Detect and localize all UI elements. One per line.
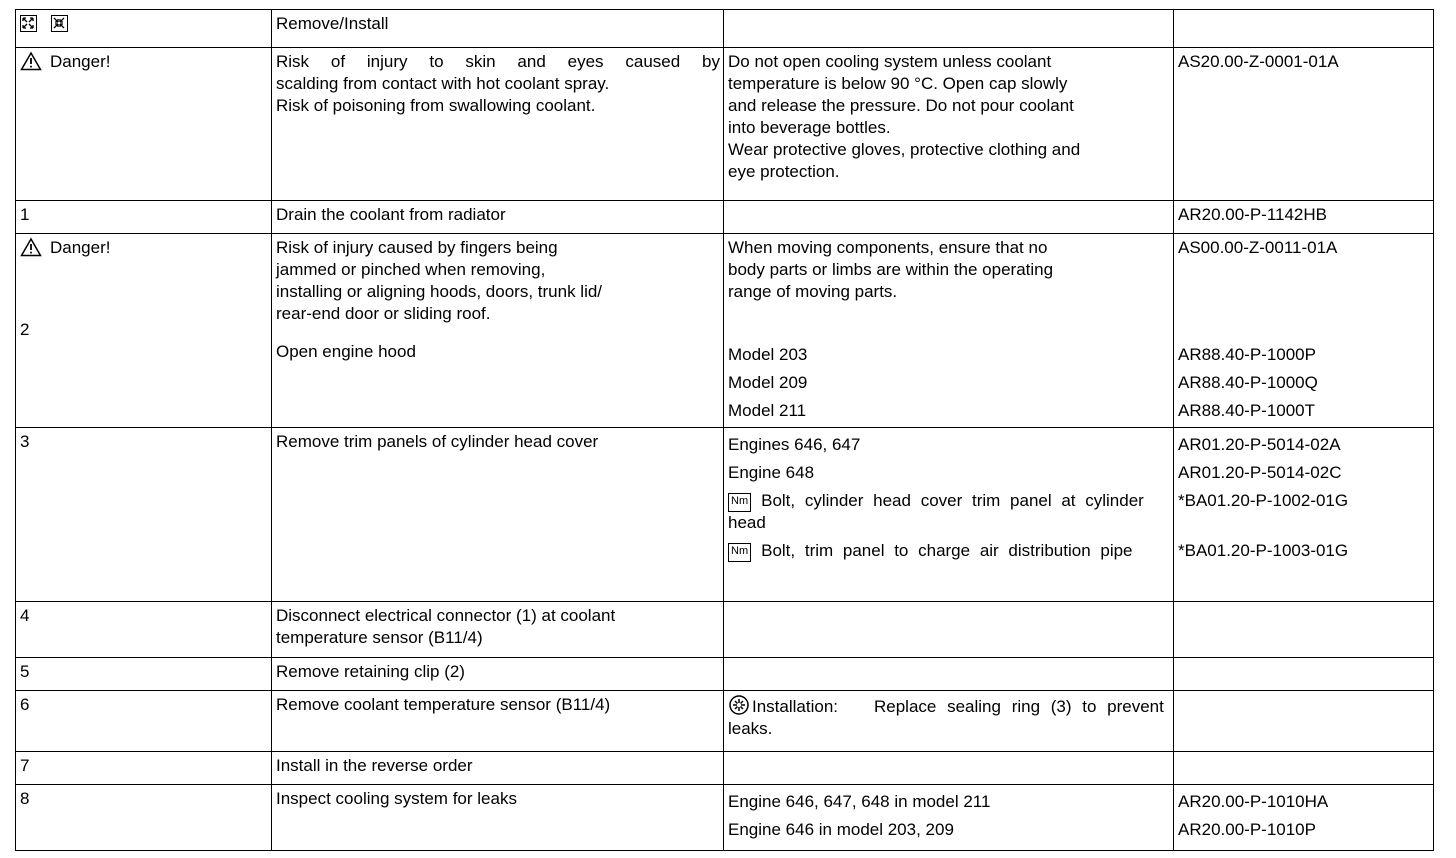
torque-nm-icon: Nm (728, 543, 751, 562)
header-empty-cell (1174, 10, 1434, 48)
table-row (16, 785, 1434, 851)
danger-label: Danger! (50, 52, 111, 71)
refs-cell (1174, 752, 1434, 785)
torque-reference-link[interactable]: *BA01.20-P-1002-01G (1178, 491, 1349, 510)
torque-text: Bolt, trim panel to charge air distribution pipe (761, 541, 1133, 560)
refs-cell (1174, 602, 1434, 658)
action-line: jammed or pinched when removing, (276, 260, 546, 279)
danger-cell (16, 234, 272, 428)
reference-link[interactable]: AR20.00-P-1010HA (1178, 792, 1329, 811)
reference-link[interactable]: AR88.40-P-1000P (1178, 345, 1316, 364)
notes-cell (724, 691, 1174, 752)
action-cell (272, 658, 724, 691)
action-cell (272, 752, 724, 785)
action-line: Disconnect electrical connector (1) at coolant (276, 606, 616, 625)
refs-cell (1174, 48, 1434, 201)
reference-link[interactable]: AR01.20-P-5014-02C (1178, 463, 1342, 482)
step-number: 4 (16, 602, 272, 658)
reference-link[interactable]: AR20.00-P-1010P (1178, 820, 1316, 839)
action-line: Risk of injury to skin and eyes caused by (276, 52, 720, 71)
installation-text: Replace sealing ring (3) to prevent leaks. (728, 697, 1164, 738)
torque-text: Bolt, cylinder head cover trim panel at cylinder head (728, 491, 1144, 532)
torque-spec (728, 490, 1170, 534)
note-line: Model 203 (728, 345, 808, 364)
procedure-table (15, 9, 1434, 851)
action-line: Risk of injury caused by fingers being (276, 238, 558, 257)
table-row (16, 691, 1434, 752)
reference-link[interactable]: AR88.40-P-1000T (1178, 401, 1316, 420)
header-row (16, 10, 1434, 48)
header-icons-cell (16, 10, 272, 48)
refs-cell (1174, 658, 1434, 691)
warning-triangle-icon (20, 51, 42, 71)
note-line: Engine 646 in model 203, 209 (728, 820, 954, 839)
torque-spec (728, 540, 1170, 562)
action-line: Risk of poisoning from swallowing coolant. (276, 96, 596, 115)
action-line: Remove coolant temperature sensor (B11/4) (276, 695, 611, 714)
table-row (16, 234, 1434, 428)
reference-link[interactable]: AS00.00-Z-0011-01A (1178, 238, 1338, 257)
note-line: Wear protective gloves, protective clothing and (728, 140, 1081, 159)
header-title: Remove/Install (272, 10, 724, 48)
table-row (16, 658, 1434, 691)
step-number: 1 (16, 201, 272, 234)
refs-cell (1174, 428, 1434, 602)
notes-cell (724, 48, 1174, 201)
action-line: Drain the coolant from radiator (276, 205, 506, 224)
table-row (16, 201, 1434, 234)
notes-cell (724, 234, 1174, 428)
note-line: range of moving parts. (728, 282, 898, 301)
expand-icon[interactable] (20, 15, 37, 32)
installation-label: Installation: (752, 697, 838, 716)
refs-cell (1174, 785, 1434, 851)
step-number: 5 (16, 658, 272, 691)
notes-cell (724, 658, 1174, 691)
note-line: Engines 646, 647 (728, 435, 861, 454)
action-cell (272, 48, 724, 201)
action-line: Open engine hood (276, 342, 416, 361)
action-line: scalding from contact with hot coolant spray. (276, 74, 610, 93)
note-line: temperature is below 90 °C. Open cap slowly (728, 74, 1068, 93)
step-number: 7 (16, 752, 272, 785)
table-row (16, 752, 1434, 785)
action-cell (272, 428, 724, 602)
reference-link[interactable]: AR20.00-P-1142HB (1178, 205, 1327, 224)
notes-cell (724, 201, 1174, 234)
action-line: installing or aligning hoods, doors, trunk lid/ (276, 282, 603, 301)
notes-cell (724, 602, 1174, 658)
action-line: Remove trim panels of cylinder head cover (276, 432, 599, 451)
action-cell (272, 691, 724, 752)
collapse-icon[interactable] (51, 15, 68, 32)
table-row (16, 602, 1434, 658)
table-row (16, 48, 1434, 201)
note-line: Engine 648 (728, 463, 815, 482)
refs-cell (1174, 234, 1434, 428)
step-number: 3 (16, 428, 272, 602)
note-line: Engine 646, 647, 648 in model 211 (728, 792, 991, 811)
refs-cell (1174, 201, 1434, 234)
notes-cell (724, 752, 1174, 785)
danger-cell (16, 48, 272, 201)
action-line: Inspect cooling system for leaks (276, 789, 517, 808)
reference-link[interactable]: AS20.00-Z-0001-01A (1178, 52, 1339, 71)
warning-triangle-icon (20, 237, 42, 257)
action-line: Install in the reverse order (276, 756, 473, 775)
action-line: rear-end door or sliding roof. (276, 304, 491, 323)
note-line: and release the pressure. Do not pour coolant (728, 96, 1074, 115)
step-number: 2 (20, 320, 30, 339)
action-line: temperature sensor (B11/4) (276, 628, 483, 647)
torque-reference-link[interactable]: *BA01.20-P-1003-01G (1178, 541, 1349, 560)
step-number: 6 (16, 691, 272, 752)
note-line: Model 211 (728, 401, 807, 420)
note-line: body parts or limbs are within the operating (728, 260, 1054, 279)
reference-link[interactable]: AR88.40-P-1000Q (1178, 373, 1318, 392)
note-line: into beverage bottles. (728, 118, 891, 137)
refs-cell (1174, 691, 1434, 752)
note-line: Model 209 (728, 373, 808, 392)
danger-label: Danger! (50, 238, 111, 257)
action-cell (272, 602, 724, 658)
notes-cell (724, 428, 1174, 602)
step-number: 8 (16, 785, 272, 851)
action-cell (272, 234, 724, 428)
notes-cell (724, 785, 1174, 851)
note-line: Do not open cooling system unless coolant (728, 52, 1052, 71)
note-line: eye protection. (728, 162, 840, 181)
action-cell (272, 201, 724, 234)
action-line: Remove retaining clip (2) (276, 662, 465, 681)
action-cell (272, 785, 724, 851)
table-row (16, 428, 1434, 602)
torque-nm-icon: Nm (728, 493, 751, 512)
header-empty-cell (724, 10, 1174, 48)
installation-icon (728, 694, 750, 716)
note-line: When moving components, ensure that no (728, 238, 1048, 257)
reference-link[interactable]: AR01.20-P-5014-02A (1178, 435, 1341, 454)
